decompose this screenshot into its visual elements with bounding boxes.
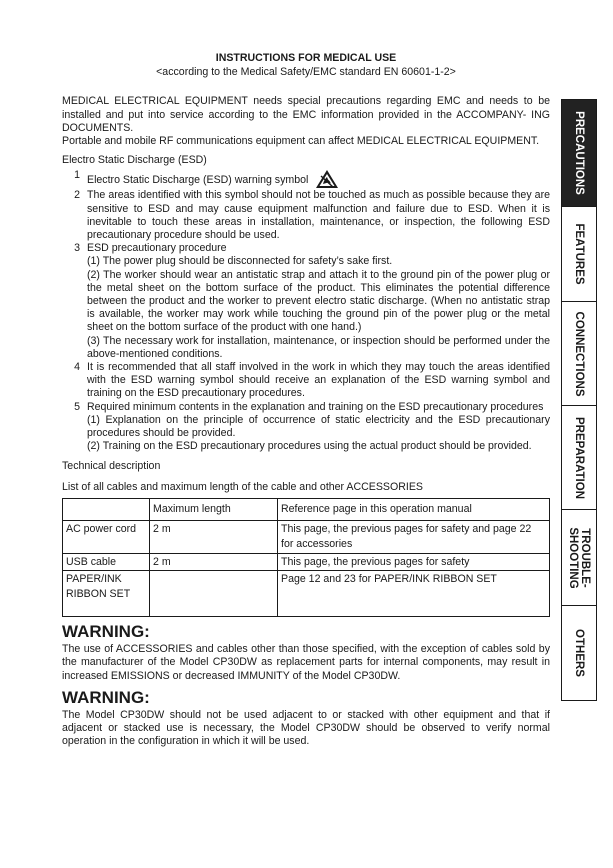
technical-heading: Technical description <box>62 460 161 473</box>
document-page <box>62 52 550 748</box>
intro-paragraph-1: MEDICAL ELECTRICAL EQUIPMENT needs special precautions regarding EMC and needs to be installed and put into service according to the EMC information provided in the ACCOMPANY- ING DOCUMENTS. <box>62 95 550 134</box>
tab-label: CONNECTIONS <box>573 311 585 396</box>
list-item <box>62 361 550 401</box>
item-text: Required minimum contents in the explanation and training on the ESD precautionary procedures <box>87 400 544 413</box>
item-number: 3 <box>74 242 80 255</box>
item-text: Electro Static Discharge (ESD) warning symbol <box>87 174 309 187</box>
list-item <box>62 169 550 189</box>
tab-others[interactable] <box>561 606 597 701</box>
warning-text: The use of ACCESSORIES and cables other than those specified, with the exception of cables sold by the manufacturer of the Model CP30DW as replacement parts for internal components, may result in increased EMISSIONS or decreased IMMUNITY of the Model CP30DW. <box>62 643 550 682</box>
warning-heading: WARNING: <box>62 622 150 642</box>
tab-label: FEATURES <box>573 223 585 285</box>
tab-connections[interactable] <box>561 302 597 406</box>
sub-item: (2) Training on the ESD precautionary procedures using the actual product should be provided. <box>87 440 532 453</box>
table-cell: 2 m <box>150 521 278 553</box>
cable-table <box>62 498 550 617</box>
item-number: 2 <box>74 189 80 202</box>
table-cell: PAPER/INK RIBBON SET <box>63 571 150 617</box>
item-number: 1 <box>74 169 80 182</box>
item-text: ESD precautionary procedure <box>87 242 227 255</box>
table-row <box>63 571 550 617</box>
esd-heading: Electro Static Discharge (ESD) <box>62 154 207 167</box>
tab-preparation[interactable] <box>561 406 597 510</box>
table-header <box>63 498 150 521</box>
intro-paragraph-2: Portable and mobile RF communications equipment can affect MEDICAL ELECTRICAL EQUIPMENT. <box>62 135 540 148</box>
tab-troubleshooting[interactable] <box>561 510 597 606</box>
table-cell: AC power cord <box>63 521 150 553</box>
warning-text: The Model CP30DW should not be used adjacent to or stacked with other equipment and that if adjacent or stacked use is necessary, the Model CP30DW should be observed to verify normal operation in the configuration in which it will be used. <box>62 708 550 748</box>
esd-list <box>62 169 550 453</box>
tab-label: TROUBLE- SHOOTING <box>567 526 591 589</box>
tab-precautions[interactable] <box>561 99 597 207</box>
table-header-row <box>63 498 550 521</box>
table-cell: This page, the previous pages for safety <box>278 553 550 571</box>
item-text: It is recommended that all staff involved in the work in which they may touch the areas identified with the ESD warning symbol should receive an explanation of the ESD warning symbol and training on the ESD precautionary procedures. <box>87 361 550 400</box>
cable-list-title: List of all cables and maximum length of the cable and other ACCESSORIES <box>62 480 423 493</box>
table-header: Reference page in this operation manual <box>278 498 550 521</box>
page-title: INSTRUCTIONS FOR MEDICAL USE <box>215 52 397 64</box>
item-body <box>87 401 550 454</box>
sub-item: (2) The worker should wear an antistatic strap and attach it to the ground pin of the power plug or the metal sheet on the bottom surface of the product. This eliminates the potential difference between the product and the worker to prevent electro static discharge. (When no antistatic strap is available, the worker may work while touching the ground pin of the power plug or the metal sheet on the bottom surface of the product with one hand.) <box>87 268 550 334</box>
section-tabs <box>561 99 597 701</box>
sub-item: (3) The necessary work for installation, maintenance, or inspection should be performed under the above-mentioned conditions. <box>87 334 550 360</box>
sub-item: (1) Explanation on the principle of occurrence of static electricity and the ESD precautionary procedures should be provided. <box>87 413 550 440</box>
list-item <box>62 401 550 454</box>
item-body <box>87 169 550 189</box>
item-text: The areas identified with this symbol should not be touched as much as possible because they are sensitive to ESD and may cause equipment malfunction and failure due to ESD. When it is inevitable to touch these areas in installation, maintenance, or inspection, the following ESD precautionary procedure should be used. <box>87 189 550 242</box>
table-cell: Page 12 and 23 for PAPER/INK RIBBON SET <box>278 571 550 617</box>
item-number: 4 <box>74 361 80 374</box>
tab-label: PRECAUTIONS <box>573 111 585 195</box>
tab-label: PREPARATION <box>573 416 585 499</box>
table-row <box>63 521 550 553</box>
table-cell: This page, the previous pages for safety and page 22 for accessories <box>278 521 550 553</box>
esd-warning-icon <box>315 169 339 189</box>
tab-features[interactable] <box>561 207 597 302</box>
item-number: 5 <box>74 400 80 413</box>
table-row <box>63 553 550 571</box>
table-cell: 2 m <box>150 553 278 571</box>
item-body <box>87 242 550 361</box>
list-item <box>62 189 550 242</box>
list-item <box>62 242 550 361</box>
sub-item: (1) The power plug should be disconnected for safety’s sake first. <box>87 255 393 268</box>
tab-label: OTHERS <box>573 629 585 677</box>
warning-heading: WARNING: <box>62 687 150 707</box>
page-subtitle: <according to the Medical Safety/EMC standard EN 60601-1-2> <box>156 66 456 79</box>
table-header: Maximum length <box>150 498 278 521</box>
table-cell: USB cable <box>63 553 150 571</box>
table-cell <box>150 571 278 617</box>
